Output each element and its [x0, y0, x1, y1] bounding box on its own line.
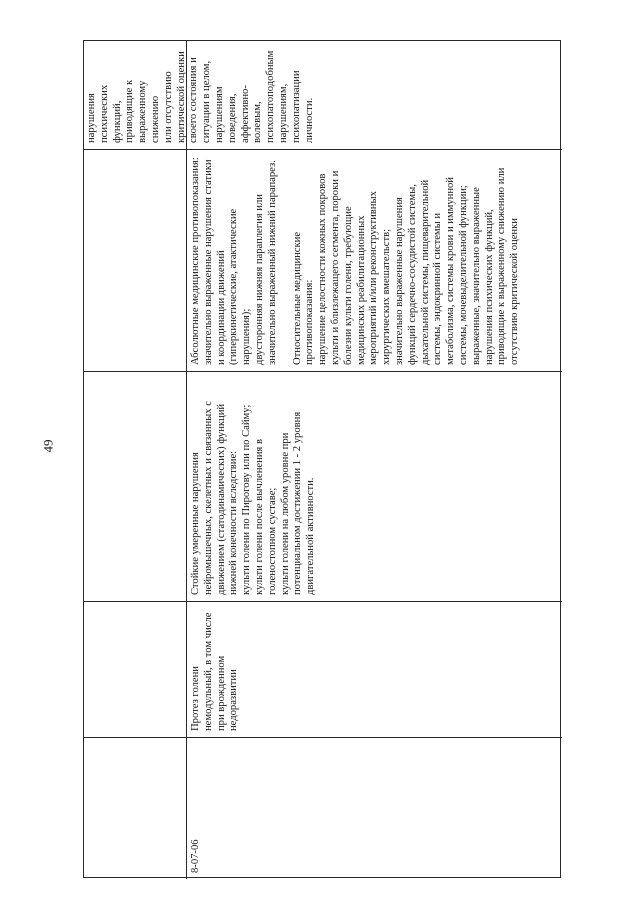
contra-line: нарушение целостности кожных покровов культи и близлежащего сегмента, пороки и болезни культи голени, требующие медицинских реабилитационных мероприятий и/или реконструктивных хирургических вмешательств;	[317, 170, 393, 365]
empty-cell	[84, 737, 186, 879]
empty-cell	[84, 149, 186, 371]
text-line: нарушения психических функций,	[86, 84, 123, 143]
product-name: Протез голени немодульный, в том числе при врожденном недоразвитии	[190, 612, 240, 731]
contra-line: выраженные, значительно выраженные нарушения психических функций, приводящие к выраженному снижению или отсутствию критической оценки	[470, 167, 521, 365]
text-line: нарушениям поведения, аффективно-	[213, 85, 251, 143]
text-line: своего состояния и ситуации в целом,	[188, 57, 213, 143]
page-number: 49	[40, 439, 56, 453]
contra-line: Абсолютные медицинские противопоказания:	[190, 157, 201, 365]
indication-line: Стойкие умеренные нарушения нейромышечных, скелетных и связанных с движением (статодинамических) функций нижней конечности вследствие:	[190, 401, 240, 595]
continued-contraindications-cell	[84, 41, 315, 149]
empty-cell	[84, 601, 186, 737]
table-row-entry	[186, 41, 562, 879]
indication-line: культи голени после вычленения в голеностопном суставе;	[253, 439, 278, 595]
text-line: или отсутствию критической оценки	[162, 51, 187, 143]
contra-line: значительно выраженные нарушения функций сердечно-сосудистой системы, дыхательной системы, пищеварительной системы, эндокринной системы и метаболизма, системы крови и иммунной системы, мочевыделительной функции;	[393, 177, 469, 365]
contra-line: Относительные медицинские противопоказания:	[291, 231, 316, 365]
empty-cell	[186, 41, 562, 149]
indication-line: культи голени по Пирогову или по Сайму;	[241, 404, 253, 595]
text-line: приводящие к выраженному снижению	[124, 79, 161, 143]
contraindications-cell	[186, 149, 562, 371]
rotated-table-content	[84, 41, 562, 879]
text-line: нарушениям, психопатизации личности.	[277, 70, 315, 143]
code-cell	[186, 737, 562, 879]
text-line: волевым, психопатоподобным	[252, 50, 277, 143]
product-code: 8-07-06	[190, 839, 201, 873]
spacer	[280, 156, 292, 365]
contra-line: двусторонняя нижняя параплегия или значительно выраженный нижний парапарез.	[253, 160, 278, 365]
document-table	[83, 40, 561, 878]
contra-line: значительно выраженные нарушения статики и координации движений (гиперкинетические, атактические нарушения);	[202, 159, 253, 365]
name-cell	[186, 601, 562, 737]
empty-cell	[84, 371, 186, 601]
indication-line: культи голени на любом уровне при потенциальном достижении 1 - 2 уровня двигательной активности.	[279, 411, 317, 595]
indications-cell	[186, 371, 562, 601]
